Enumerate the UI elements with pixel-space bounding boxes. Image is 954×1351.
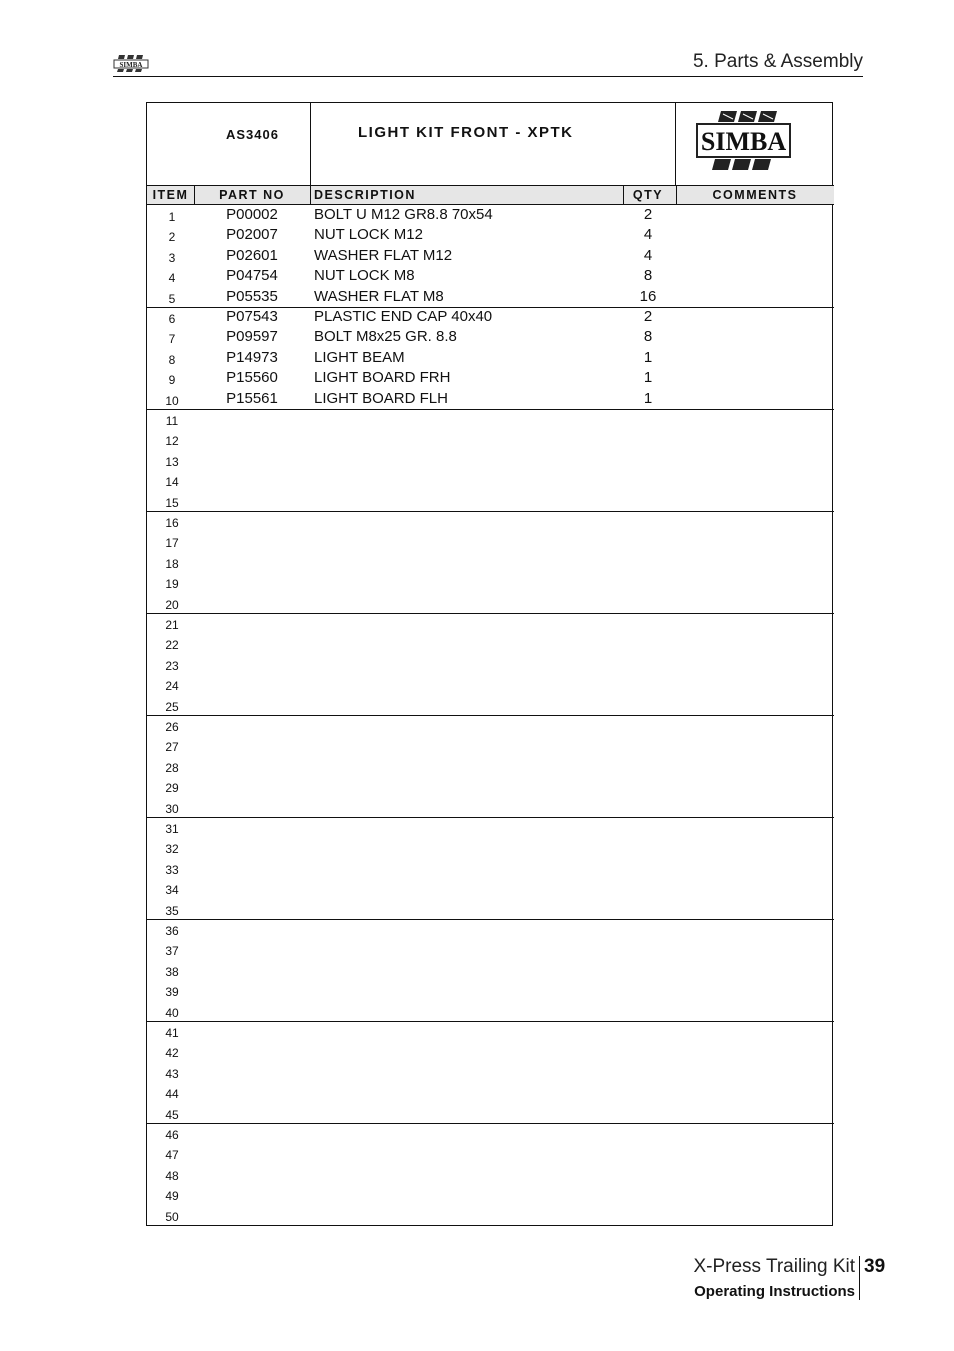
part-no-cell	[194, 409, 310, 429]
table-row	[147, 633, 834, 653]
description-cell	[314, 674, 620, 694]
column-header-comments: COMMENTS	[712, 188, 798, 202]
description-cell	[314, 878, 620, 898]
table-row	[147, 266, 834, 286]
description-cell	[314, 1082, 620, 1102]
table-row	[147, 899, 834, 919]
qty-cell	[620, 735, 676, 755]
description-cell	[314, 695, 620, 715]
description-cell	[314, 1041, 620, 1061]
table-row	[147, 1103, 834, 1123]
item-cell: 45	[165, 1107, 179, 1122]
item-cell: 43	[165, 1066, 179, 1081]
description-cell	[314, 1123, 620, 1143]
table-row	[147, 695, 834, 715]
item-cell: 16	[165, 516, 179, 530]
description-cell	[314, 1062, 620, 1082]
qty-cell	[620, 1103, 676, 1123]
item-cell: 8	[168, 352, 176, 367]
column-header-row	[147, 185, 834, 205]
parts-sheet	[146, 102, 833, 1226]
description-cell	[314, 450, 620, 470]
qty-cell	[620, 429, 676, 449]
description-cell	[314, 980, 620, 1000]
qty-cell	[620, 837, 676, 857]
table-row	[147, 409, 834, 429]
item-cell: 10	[165, 393, 179, 408]
svg-text:SIMBA: SIMBA	[119, 61, 143, 69]
item-cell: 22	[165, 638, 179, 653]
description-cell	[314, 1103, 620, 1123]
part-no-cell	[194, 593, 310, 613]
description-cell: WASHER FLAT M8	[314, 287, 444, 305]
part-no-cell	[194, 919, 310, 939]
item-cell: 50	[165, 1209, 179, 1224]
part-no-cell	[194, 1082, 310, 1102]
part-no-cell	[194, 674, 310, 694]
assembly-title-cell	[311, 103, 676, 185]
qty-cell	[620, 858, 676, 878]
qty-cell	[620, 817, 676, 837]
item-cell: 35	[165, 903, 179, 918]
column-header-description: DESCRIPTION	[311, 186, 624, 204]
description-cell	[314, 776, 620, 796]
description-cell	[314, 1143, 620, 1163]
item-cell: 32	[165, 842, 179, 857]
table-row	[147, 1205, 834, 1225]
part-no-cell	[194, 980, 310, 1000]
part-no-cell: P15561	[226, 389, 278, 407]
item-cell: 36	[165, 924, 179, 938]
table-row	[147, 654, 834, 674]
item-cell: 37	[165, 944, 179, 959]
qty-cell	[620, 1001, 676, 1021]
description-cell: NUT LOCK M12	[314, 226, 423, 244]
table-row	[147, 837, 834, 857]
item-cell: 48	[165, 1168, 179, 1183]
description-cell	[314, 511, 620, 531]
part-no-cell	[194, 715, 310, 735]
table-row	[147, 593, 834, 613]
description-cell	[314, 899, 620, 919]
table-row	[147, 1041, 834, 1061]
item-cell: 21	[165, 618, 179, 632]
column-header-item: ITEM	[147, 186, 195, 204]
item-cell: 34	[165, 883, 179, 898]
qty-cell	[620, 511, 676, 531]
table-row	[147, 368, 834, 388]
qty-cell: 1	[643, 369, 653, 387]
part-no-cell: P00002	[226, 206, 278, 223]
qty-cell	[620, 450, 676, 470]
part-no-cell	[194, 572, 310, 592]
part-no-cell	[194, 470, 310, 490]
qty-cell	[620, 1143, 676, 1163]
part-no-cell	[194, 1041, 310, 1061]
item-cell: 27	[165, 740, 179, 755]
table-row	[147, 389, 834, 409]
table-row	[147, 776, 834, 796]
item-cell: 30	[165, 801, 179, 816]
item-cell: 13	[165, 454, 179, 469]
description-cell	[314, 735, 620, 755]
qty-cell	[620, 470, 676, 490]
part-no-cell	[194, 797, 310, 817]
part-no-cell	[194, 450, 310, 470]
table-row	[147, 327, 834, 347]
qty-cell: 8	[643, 267, 653, 285]
part-no-cell: P14973	[226, 348, 278, 366]
description-cell: LIGHT BOARD FLH	[314, 389, 448, 407]
table-row	[147, 858, 834, 878]
description-cell	[314, 1021, 620, 1041]
qty-cell	[620, 409, 676, 429]
table-row	[147, 552, 834, 572]
table-row	[147, 429, 834, 449]
qty-cell: 8	[643, 328, 653, 346]
table-row	[147, 735, 834, 755]
description-cell: BOLT M8x25 GR. 8.8	[314, 328, 457, 346]
table-row	[147, 1164, 834, 1184]
description-cell	[314, 1001, 620, 1021]
item-cell: 39	[165, 985, 179, 1000]
part-no-cell	[194, 695, 310, 715]
description-cell: WASHER FLAT M12	[314, 246, 453, 264]
table-row	[147, 674, 834, 694]
qty-cell	[620, 1205, 676, 1225]
part-no-cell	[194, 899, 310, 919]
item-cell: 33	[165, 862, 179, 877]
description-cell	[314, 1205, 620, 1225]
qty-cell	[620, 572, 676, 592]
table-row	[147, 246, 834, 266]
part-no-cell	[194, 1103, 310, 1123]
table-row	[147, 1184, 834, 1204]
description-cell	[314, 837, 620, 857]
simba-logo-icon	[695, 108, 792, 172]
item-cell: 26	[165, 720, 179, 734]
qty-cell	[620, 633, 676, 653]
description-cell	[314, 593, 620, 613]
description-cell	[314, 1184, 620, 1204]
part-no-cell: P04754	[226, 267, 278, 285]
page-number: 39	[864, 1256, 886, 1277]
description-cell: NUT LOCK M8	[314, 267, 415, 285]
qty-cell	[620, 491, 676, 511]
table-row	[147, 572, 834, 592]
part-no-cell	[194, 531, 310, 551]
description-cell	[314, 633, 620, 653]
description-cell	[314, 756, 620, 776]
qty-cell: 1	[643, 348, 653, 366]
item-cell: 20	[165, 597, 179, 612]
part-no-cell	[194, 878, 310, 898]
table-row	[147, 715, 834, 735]
part-no-cell	[194, 858, 310, 878]
table-row	[147, 1082, 834, 1102]
table-row	[147, 531, 834, 551]
part-no-cell	[194, 654, 310, 674]
item-cell: 5	[168, 291, 176, 306]
part-no-cell	[194, 429, 310, 449]
description-cell	[314, 470, 620, 490]
description-cell	[314, 572, 620, 592]
table-row	[147, 225, 834, 245]
part-no-cell	[194, 633, 310, 653]
part-no-cell	[194, 1001, 310, 1021]
item-cell: 47	[165, 1148, 179, 1163]
item-cell: 4	[168, 271, 176, 286]
item-cell: 28	[165, 760, 179, 775]
svg-text:SIMBA: SIMBA	[700, 127, 787, 156]
footer-subtitle: Operating Instructions	[694, 1283, 855, 1300]
part-no-cell: P02007	[226, 226, 278, 244]
qty-cell	[620, 593, 676, 613]
description-cell	[314, 531, 620, 551]
table-row	[147, 205, 834, 225]
table-row	[147, 511, 834, 531]
item-cell: 46	[165, 1128, 179, 1142]
part-no-cell	[194, 511, 310, 531]
part-no-cell	[194, 1164, 310, 1184]
description-cell	[314, 797, 620, 817]
part-no-cell: P09597	[226, 328, 278, 346]
qty-cell: 4	[643, 246, 653, 264]
description-cell	[314, 919, 620, 939]
footer-title: X-Press Trailing Kit	[693, 1256, 855, 1277]
item-cell: 14	[165, 475, 179, 490]
qty-cell	[620, 1184, 676, 1204]
assembly-code-cell	[147, 103, 311, 185]
part-no-cell	[194, 1143, 310, 1163]
qty-cell	[620, 919, 676, 939]
part-no-cell	[194, 1062, 310, 1082]
item-cell: 12	[165, 434, 179, 449]
table-row	[147, 470, 834, 490]
description-cell	[314, 858, 620, 878]
item-cell: 6	[168, 312, 176, 326]
part-no-cell	[194, 817, 310, 837]
item-cell: 3	[168, 250, 176, 265]
qty-cell	[620, 899, 676, 919]
item-cell: 24	[165, 679, 179, 694]
table-row	[147, 878, 834, 898]
item-cell: 40	[165, 1005, 179, 1020]
qty-cell	[620, 654, 676, 674]
table-row	[147, 756, 834, 776]
item-cell: 17	[165, 536, 179, 551]
part-no-cell	[194, 613, 310, 633]
table-row	[147, 817, 834, 837]
table-row	[147, 348, 834, 368]
table-row	[147, 960, 834, 980]
qty-cell	[620, 776, 676, 796]
description-cell: LIGHT BOARD FRH	[314, 369, 451, 387]
qty-cell	[620, 674, 676, 694]
column-header-qty: QTY	[620, 186, 677, 204]
description-cell	[314, 939, 620, 959]
qty-cell	[620, 960, 676, 980]
part-no-cell	[194, 552, 310, 572]
qty-cell	[620, 1164, 676, 1184]
part-no-cell	[194, 1021, 310, 1041]
description-cell	[314, 654, 620, 674]
item-cell: 11	[165, 414, 179, 428]
qty-cell	[620, 552, 676, 572]
column-header-part-no: PART NO	[194, 186, 311, 204]
part-no-cell	[194, 1205, 310, 1225]
part-no-cell	[194, 837, 310, 857]
qty-cell: 16	[639, 287, 657, 305]
item-cell: 31	[165, 822, 179, 836]
item-cell: 19	[165, 577, 179, 592]
part-no-cell: P05535	[226, 287, 278, 305]
part-no-cell	[194, 939, 310, 959]
logo-cell	[676, 103, 834, 185]
section-title: 5. Parts & Assembly	[692, 51, 863, 72]
description-cell: BOLT U M12 GR8.8 70x54	[314, 206, 493, 223]
table-row	[147, 491, 834, 511]
item-cell: 2	[168, 230, 176, 245]
qty-cell	[620, 1021, 676, 1041]
footer-divider	[859, 1256, 860, 1300]
table-row	[147, 287, 834, 307]
qty-cell	[620, 1041, 676, 1061]
table-row	[147, 1123, 834, 1143]
part-no-cell	[194, 756, 310, 776]
table-row	[147, 1143, 834, 1163]
table-row	[147, 1062, 834, 1082]
table-row	[147, 919, 834, 939]
part-no-cell	[194, 776, 310, 796]
item-cell: 41	[165, 1026, 179, 1040]
description-cell	[314, 429, 620, 449]
assembly-title: LIGHT KIT FRONT - XPTK	[358, 124, 574, 141]
description-cell	[314, 552, 620, 572]
qty-cell: 2	[643, 308, 653, 325]
qty-cell	[620, 1062, 676, 1082]
qty-cell: 2	[643, 206, 653, 223]
item-cell: 7	[168, 332, 176, 347]
part-no-cell	[194, 735, 310, 755]
qty-cell	[620, 878, 676, 898]
item-cell: 25	[165, 699, 179, 714]
header-divider	[113, 76, 863, 77]
table-row	[147, 613, 834, 633]
item-cell: 42	[165, 1046, 179, 1061]
item-cell: 1	[168, 210, 176, 224]
assembly-code: AS3406	[226, 127, 279, 142]
item-cell: 29	[165, 781, 179, 796]
description-cell: PLASTIC END CAP 40x40	[314, 308, 493, 325]
qty-cell	[620, 1082, 676, 1102]
qty-cell	[620, 613, 676, 633]
qty-cell	[620, 980, 676, 1000]
description-cell	[314, 960, 620, 980]
qty-cell	[620, 939, 676, 959]
table-row	[147, 1001, 834, 1021]
table-row	[147, 980, 834, 1000]
description-cell	[314, 409, 620, 429]
item-cell: 49	[165, 1189, 179, 1204]
item-cell: 15	[165, 495, 179, 510]
item-cell: 44	[165, 1087, 179, 1102]
table-row	[147, 450, 834, 470]
part-no-cell: P15560	[226, 369, 278, 387]
description-cell	[314, 613, 620, 633]
qty-cell: 1	[643, 389, 653, 407]
qty-cell: 4	[643, 226, 653, 244]
part-no-cell	[194, 1184, 310, 1204]
table-row	[147, 1021, 834, 1041]
table-row	[147, 797, 834, 817]
qty-cell	[620, 797, 676, 817]
table-row	[147, 939, 834, 959]
qty-cell	[620, 1123, 676, 1143]
qty-cell	[620, 756, 676, 776]
description-cell	[314, 715, 620, 735]
part-no-cell: P07543	[226, 308, 278, 325]
simba-logo-small-icon	[113, 52, 149, 74]
description-cell	[314, 491, 620, 511]
table-row	[147, 307, 834, 327]
description-cell	[314, 817, 620, 837]
description-cell	[314, 1164, 620, 1184]
item-cell: 23	[165, 658, 179, 673]
part-no-cell	[194, 960, 310, 980]
qty-cell	[620, 715, 676, 735]
part-no-cell	[194, 1123, 310, 1143]
qty-cell	[620, 531, 676, 551]
item-cell: 38	[165, 964, 179, 979]
qty-cell	[620, 695, 676, 715]
item-cell: 9	[168, 373, 176, 388]
description-cell: LIGHT BEAM	[314, 348, 405, 366]
part-no-cell: P02601	[226, 246, 278, 264]
item-cell: 18	[165, 556, 179, 571]
part-no-cell	[194, 491, 310, 511]
